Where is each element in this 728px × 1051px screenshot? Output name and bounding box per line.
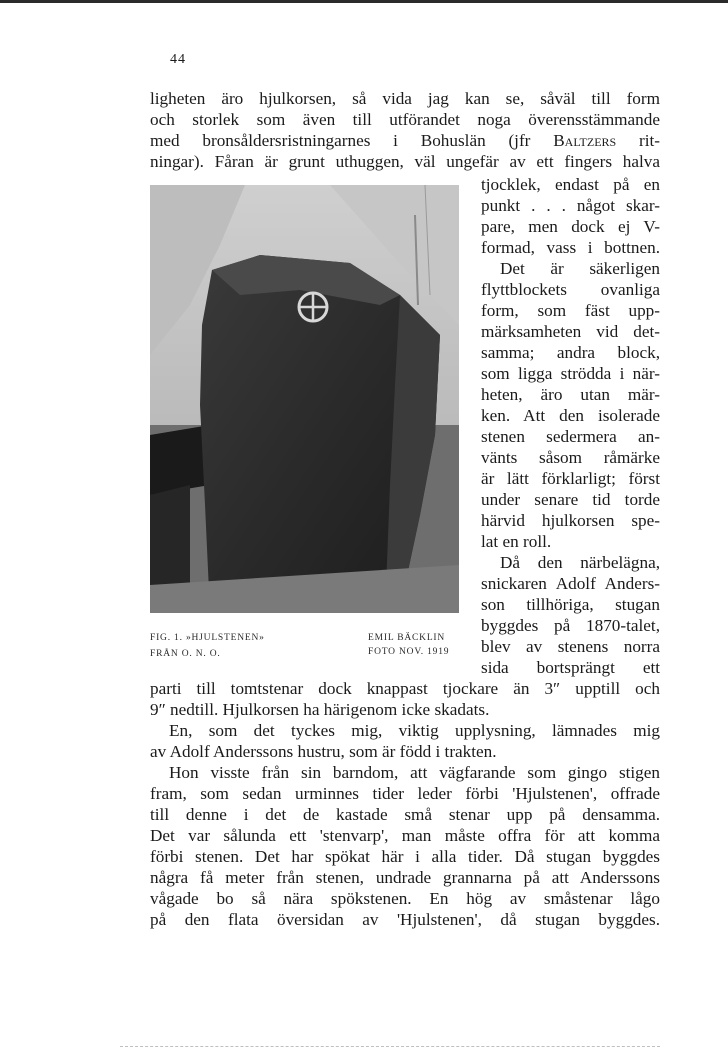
text-line-1: ligheten äro hjulkorsen, så vida jag kan se, såväl till form	[150, 89, 660, 108]
side-line-14: vänts såsom råmärke	[481, 448, 660, 467]
side-line-20: snickaren Adolf Anders-	[481, 574, 660, 593]
text-line-6: 9″ nedtill. Hjulkorsen ha härigenom icke skadats.	[150, 700, 490, 719]
text-line-8: av Adolf Anderssons hustru, som är född i trakten.	[150, 742, 497, 761]
text-line-10: fram, som sedan urminnes tider leder förbi 'Hjulstenen', offrade	[150, 784, 660, 803]
side-line-8: märksamheten vid det-	[481, 322, 660, 341]
side-line-2: punkt . . . något skar-	[481, 196, 660, 215]
text-line-13: förbi stenen. Det har spökat här i alla tider. Då stugan byggdes	[150, 847, 660, 866]
side-line-1: tjocklek, endast på en	[481, 175, 660, 194]
side-line-15: är lätt förklarligt; först	[481, 469, 660, 488]
text-line-2: och storlek som även till utförandet noga överensstämmande	[150, 110, 660, 129]
text-line-9: Hon visste från sin barndom, att vägfarande som gingo stigen	[169, 763, 660, 782]
side-line-3: pare, men dock ej V-	[481, 217, 660, 236]
text-line-7: En, som det tyckes mig, viktig upplysning, lämnades mig	[169, 721, 660, 740]
side-line-23: blev av stenens norra	[481, 637, 660, 656]
figure-caption-direction: FRÅN O. N. O.	[150, 649, 221, 659]
side-line-19: Då den närbelägna,	[500, 553, 660, 572]
text-line-15: vågade bo så nära spökstenen. En hög av småstenar lågo	[150, 889, 660, 908]
figure-caption-date: FOTO NOV. 1919	[368, 647, 450, 657]
side-line-13: stenen sedermera an-	[481, 427, 660, 446]
side-line-17: härvid hjulkorsen spe-	[481, 511, 660, 530]
side-line-16: under senare tid torde	[481, 490, 660, 509]
text-line-12: Det var sålunda ett 'stenvarp', man måste offra för att komma	[150, 826, 660, 845]
text-line-3-end: rit-	[639, 131, 661, 150]
side-line-5: Det är säkerligen	[500, 259, 660, 278]
figure-caption-photographer: EMIL BÄCKLIN	[368, 633, 446, 643]
side-line-10: som ligga strödda i när-	[481, 364, 660, 383]
text-line-11: till denne i det de kastade små stenar upp på densamma.	[150, 805, 660, 824]
side-line-21: son tillhöriga, stugan	[481, 595, 660, 614]
side-line-6: flyttblockets ovanliga	[481, 280, 660, 299]
side-line-4: formad, vass i bottnen.	[481, 238, 660, 257]
text-line-3-start: med bronsåldersristningarnes i Bohuslän (jfr	[150, 131, 531, 150]
side-line-22: byggdes på 1870-talet,	[481, 616, 660, 635]
side-line-7: form, som fäst upp-	[481, 301, 660, 320]
author-name-baltzer: Baltzers	[553, 131, 617, 150]
bottom-edge-rule	[120, 1046, 660, 1048]
text-line-4: ningar). Fåran är grunt uthuggen, väl ungefär av ett fingers halva	[150, 152, 660, 171]
text-line-16: på den flata översidan av 'Hjulstenen', då stugan byggdes.	[150, 910, 660, 929]
hjulstenen-photo-illustration	[150, 185, 459, 613]
side-line-12: ken. Att den isolerade	[481, 406, 660, 425]
page-number: 44	[170, 52, 186, 67]
text-line-5: parti till tomtstenar dock knappast tjockare än 3″ upptill och	[150, 679, 660, 698]
top-edge-rule	[0, 0, 728, 3]
side-line-18: lat en roll.	[481, 532, 552, 551]
side-line-9: samma; andra block,	[481, 343, 660, 362]
photograph-hjulstenen	[150, 185, 459, 613]
side-line-11: heten, äro utan mär-	[481, 385, 660, 404]
figure-caption-title: FIG. 1. »HJULSTENEN»	[150, 633, 265, 643]
side-line-24: sida bortsprängt ett	[481, 658, 660, 677]
text-line-14: några få meter från stenen, undrade grannarna på att Anderssons	[150, 868, 660, 887]
text-line-3	[150, 130, 660, 151]
